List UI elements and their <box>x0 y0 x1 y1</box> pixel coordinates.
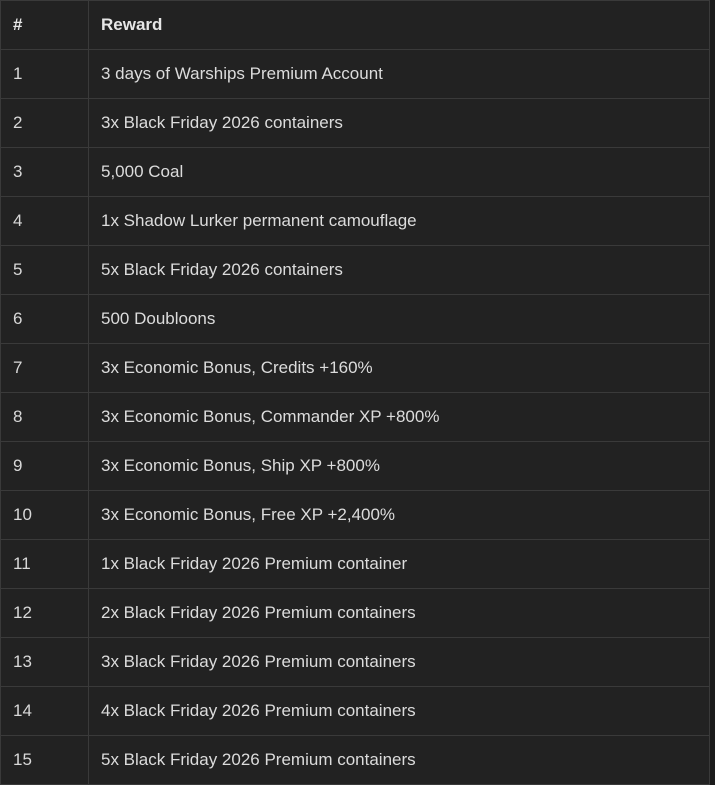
row-number: 12 <box>1 589 89 638</box>
row-number: 1 <box>1 50 89 99</box>
row-reward: 500 Doubloons <box>89 295 710 344</box>
table-row <box>1 589 710 638</box>
column-header-reward: Reward <box>89 1 710 50</box>
row-number: 4 <box>1 197 89 246</box>
row-reward: 1x Black Friday 2026 Premium container <box>89 540 710 589</box>
row-number: 14 <box>1 687 89 736</box>
table-header-row <box>1 1 710 50</box>
table-row <box>1 638 710 687</box>
row-number: 3 <box>1 148 89 197</box>
table-row <box>1 344 710 393</box>
row-reward: 5,000 Coal <box>89 148 710 197</box>
row-number: 8 <box>1 393 89 442</box>
table-row <box>1 393 710 442</box>
table-row <box>1 442 710 491</box>
row-reward: 3x Economic Bonus, Commander XP +800% <box>89 393 710 442</box>
table-row <box>1 246 710 295</box>
row-reward: 4x Black Friday 2026 Premium containers <box>89 687 710 736</box>
row-number: 15 <box>1 736 89 785</box>
row-reward: 3x Economic Bonus, Ship XP +800% <box>89 442 710 491</box>
column-header-number: # <box>1 1 89 50</box>
table-body <box>1 50 710 785</box>
row-reward: 3x Economic Bonus, Free XP +2,400% <box>89 491 710 540</box>
row-number: 6 <box>1 295 89 344</box>
table-row <box>1 295 710 344</box>
row-number: 11 <box>1 540 89 589</box>
table-row <box>1 197 710 246</box>
row-number: 2 <box>1 99 89 148</box>
table-row <box>1 540 710 589</box>
row-number: 13 <box>1 638 89 687</box>
row-number: 5 <box>1 246 89 295</box>
row-reward: 3x Black Friday 2026 Premium containers <box>89 638 710 687</box>
row-reward: 5x Black Friday 2026 containers <box>89 246 710 295</box>
table-row <box>1 687 710 736</box>
table-row <box>1 491 710 540</box>
row-reward: 2x Black Friday 2026 Premium containers <box>89 589 710 638</box>
row-number: 9 <box>1 442 89 491</box>
row-reward: 1x Shadow Lurker permanent camouflage <box>89 197 710 246</box>
row-number: 10 <box>1 491 89 540</box>
row-reward: 3 days of Warships Premium Account <box>89 50 710 99</box>
row-reward: 5x Black Friday 2026 Premium containers <box>89 736 710 785</box>
row-reward: 3x Black Friday 2026 containers <box>89 99 710 148</box>
table-row <box>1 736 710 785</box>
row-reward: 3x Economic Bonus, Credits +160% <box>89 344 710 393</box>
table-row <box>1 99 710 148</box>
table-row <box>1 148 710 197</box>
row-number: 7 <box>1 344 89 393</box>
table-row <box>1 50 710 99</box>
